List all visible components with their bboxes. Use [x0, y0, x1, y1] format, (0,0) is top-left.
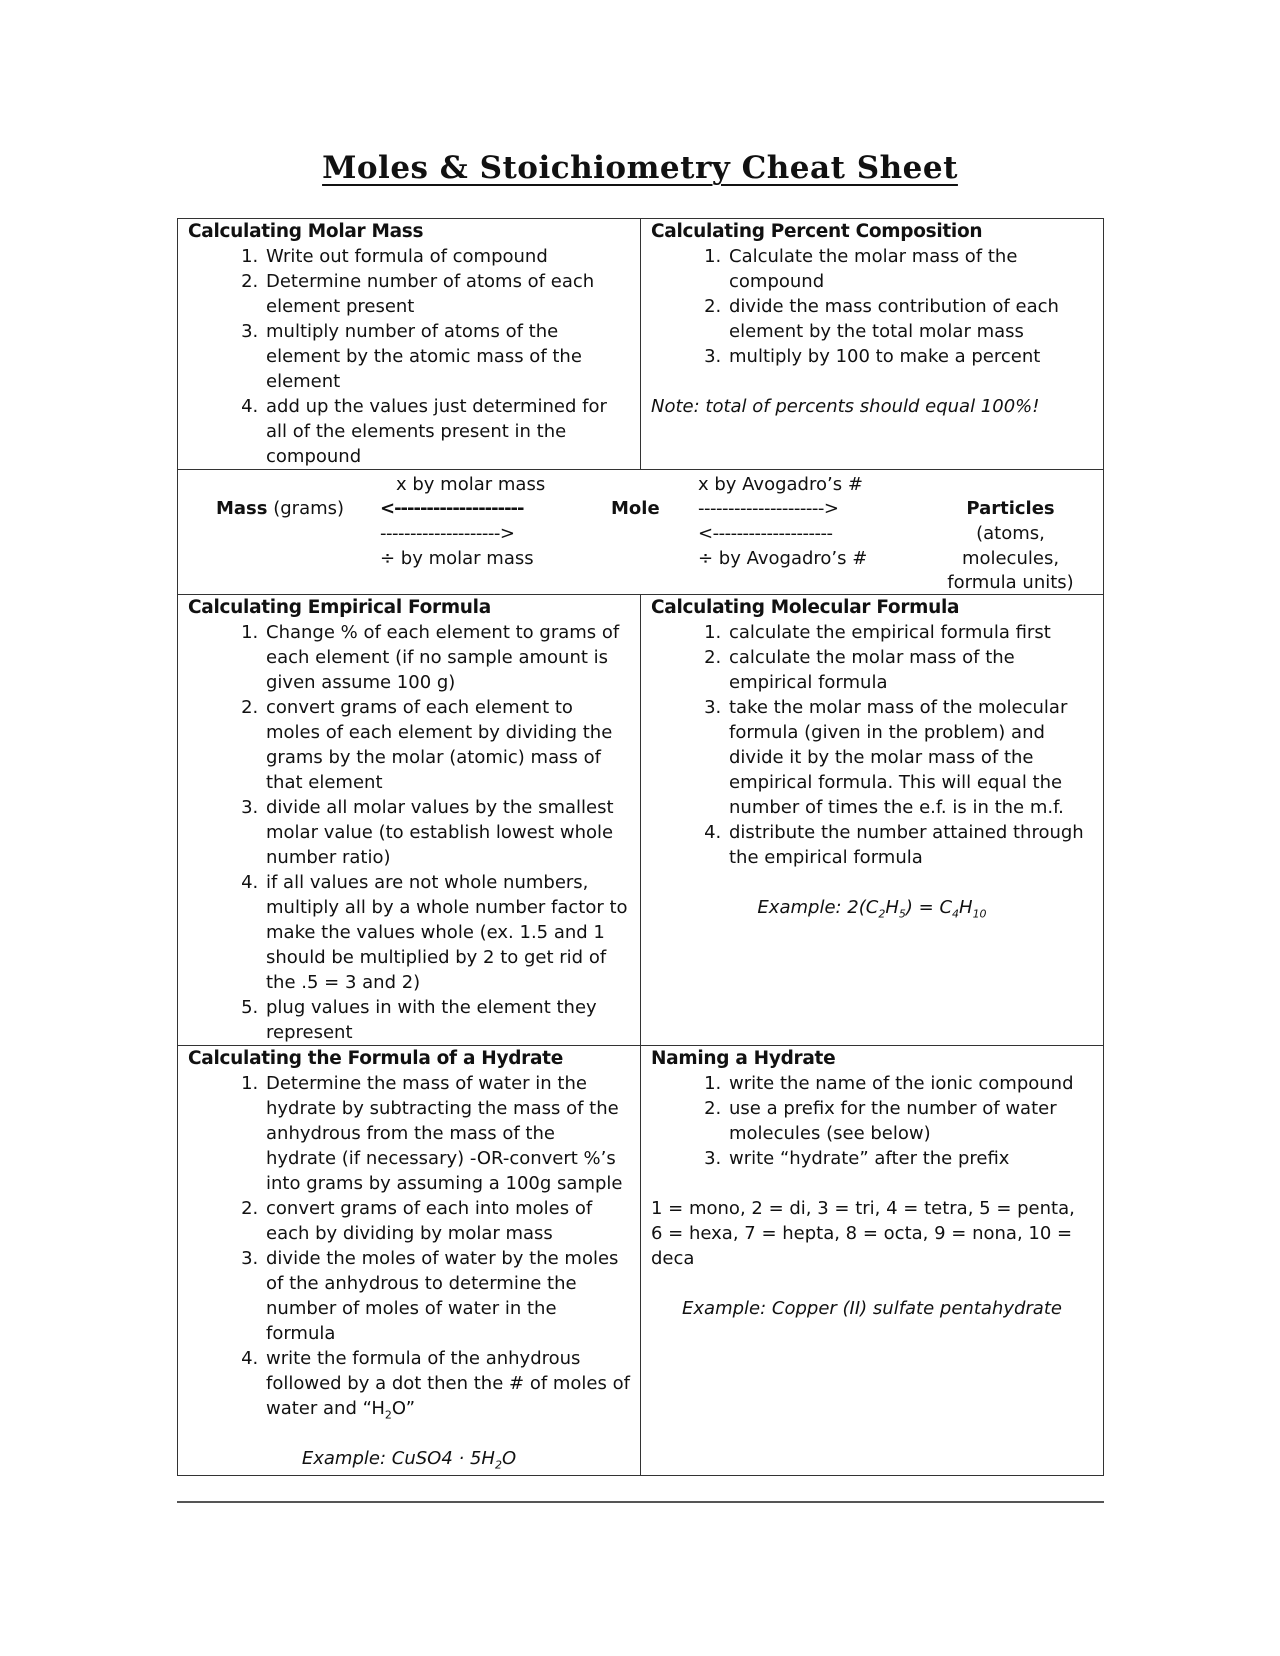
list-item: 2. divide the mass contribution of each element by the total molar mass — [727, 294, 1093, 344]
section-title: Calculating Molecular Formula — [651, 597, 960, 618]
row-hydrate — [178, 1046, 1104, 1476]
list-item: 2. calculate the molar mass of the empirical formula — [727, 645, 1093, 695]
arrow-left-icon: <-------------------- — [380, 498, 524, 519]
list-item: 1. Calculate the molar mass of the compound — [727, 244, 1093, 294]
cheat-sheet-table — [177, 218, 1104, 1476]
mass-mole-bottom-label: ÷ by molar mass — [380, 548, 534, 569]
section-molecular-formula — [641, 595, 1104, 1046]
section-hydrate-formula — [178, 1046, 641, 1476]
list-item: 1. calculate the empirical formula first — [727, 620, 1093, 645]
steps-list — [651, 620, 1093, 870]
example-text: Example: Copper (II) sulfate pentahydrate — [682, 1298, 1062, 1319]
list-item: 1. Write out formula of compound — [264, 244, 630, 269]
section-naming-hydrate — [641, 1046, 1104, 1476]
note-text: Note: total of percents should equal 100%! — [651, 396, 1040, 417]
mass-unit: (grams) — [273, 498, 345, 519]
list-item: 3. divide all molar values by the smallest molar value (to establish lowest whole number ratio) — [264, 795, 630, 870]
list-item: 5. plug values in with the element they represent — [264, 995, 630, 1045]
row-molar-mass-percent — [178, 219, 1104, 470]
example-text: Example: CuSO4 · $5H_2O$ — [301, 1448, 517, 1472]
list-item: 2. convert grams of each element to moles of each element by dividing the grams by the molar (atomic) mass of that element — [264, 695, 630, 795]
steps-list — [651, 1071, 1093, 1171]
list-item: 4. add up the values just determined for all of the elements present in the compound — [264, 394, 630, 469]
section-title: Naming a Hydrate — [651, 1048, 836, 1069]
particles-detail: (atoms, — [976, 523, 1045, 544]
prefix-list: 6 = hexa, 7 = hepta, 8 = octa, 9 = nona, 10 = deca — [651, 1223, 1073, 1269]
arrow-right-icon: --------------------> — [380, 523, 515, 544]
arrow-left-icon: <-------------------- — [698, 523, 833, 544]
list-item: 3. write “hydrate” after the prefix — [727, 1146, 1093, 1171]
steps-list — [651, 244, 1093, 369]
section-title: Calculating Molar Mass — [188, 221, 424, 242]
prefix-list: 1 = mono, 2 = di, 3 = tri, 4 = tetra, 5 = penta, — [651, 1198, 1075, 1219]
list-item: 4. distribute the number attained through the empirical formula — [727, 820, 1093, 870]
list-item: 2. convert grams of each into moles of each by dividing by molar mass — [264, 1196, 630, 1246]
list-item: 4. write the formula of the anhydrous followed by a dot then the # of moles of water and “$H_2O$” — [264, 1346, 630, 1421]
particles-detail: formula units) — [947, 572, 1074, 593]
example-text: Example: $2(C_2H_5) = C_4H_{10}$ — [757, 897, 987, 921]
list-item: 1. write the name of the ionic compound — [727, 1071, 1093, 1096]
section-title: Calculating the Formula of a Hydrate — [188, 1048, 563, 1069]
mass-label: Mass — [216, 498, 268, 519]
steps-list — [188, 620, 630, 1045]
section-empirical-formula — [178, 595, 641, 1046]
conversion-diagram — [178, 470, 1104, 595]
steps-list — [188, 244, 630, 469]
list-item: 3. multiply number of atoms of the element by the atomic mass of the element — [264, 319, 630, 394]
row-conversion — [178, 470, 1104, 595]
steps-list — [188, 1071, 630, 1421]
section-title: Calculating Percent Composition — [651, 221, 983, 242]
list-item: 1. Change % of each element to grams of each element (if no sample amount is given assume 100 g) — [264, 620, 630, 695]
page-title: Moles & Stoichiometry Cheat Sheet — [322, 150, 958, 186]
arrow-right-icon: ---------------------> — [698, 498, 839, 519]
list-item: 4. if all values are not whole numbers, multiply all by a whole number factor to make the values whole (ex. 1.5 and 1 should be multiplied by 2 to get rid of the .5 = 3 and 2) — [264, 870, 630, 995]
mass-mole-top-label: x by molar mass — [396, 474, 546, 495]
section-percent-composition — [641, 219, 1104, 470]
mass-node — [216, 496, 344, 521]
section-molar-mass — [178, 219, 641, 470]
list-item: 3. multiply by 100 to make a percent — [727, 344, 1093, 369]
mole-particle-top-label: x by Avogadro’s # — [698, 474, 863, 495]
row-empirical-molecular — [178, 595, 1104, 1046]
list-item: 3. take the molar mass of the molecular formula (given in the problem) and divide it by the molar mass of the empirical formula. This will equal the number of times the e.f. is in the m.f. — [727, 695, 1093, 820]
mole-node: Mole — [611, 498, 660, 519]
list-item: 2. use a prefix for the number of water molecules (see below) — [727, 1096, 1093, 1146]
list-item: 1. Determine the mass of water in the hydrate by subtracting the mass of the anhydrous from the mass of the hydrate (if necessary) -OR-convert %’s into grams by assuming a 100g sample — [264, 1071, 630, 1196]
mole-particle-bottom-label: ÷ by Avogadro’s # — [698, 548, 868, 569]
particles-detail: molecules, — [961, 548, 1060, 569]
footer-divider — [177, 1501, 1104, 1503]
particles-node: Particles — [966, 498, 1055, 519]
list-item: 3. divide the moles of water by the moles of the anhydrous to determine the number of moles of water in the formula — [264, 1246, 630, 1346]
list-item: 2. Determine number of atoms of each element present — [264, 269, 630, 319]
section-title: Calculating Empirical Formula — [188, 597, 491, 618]
